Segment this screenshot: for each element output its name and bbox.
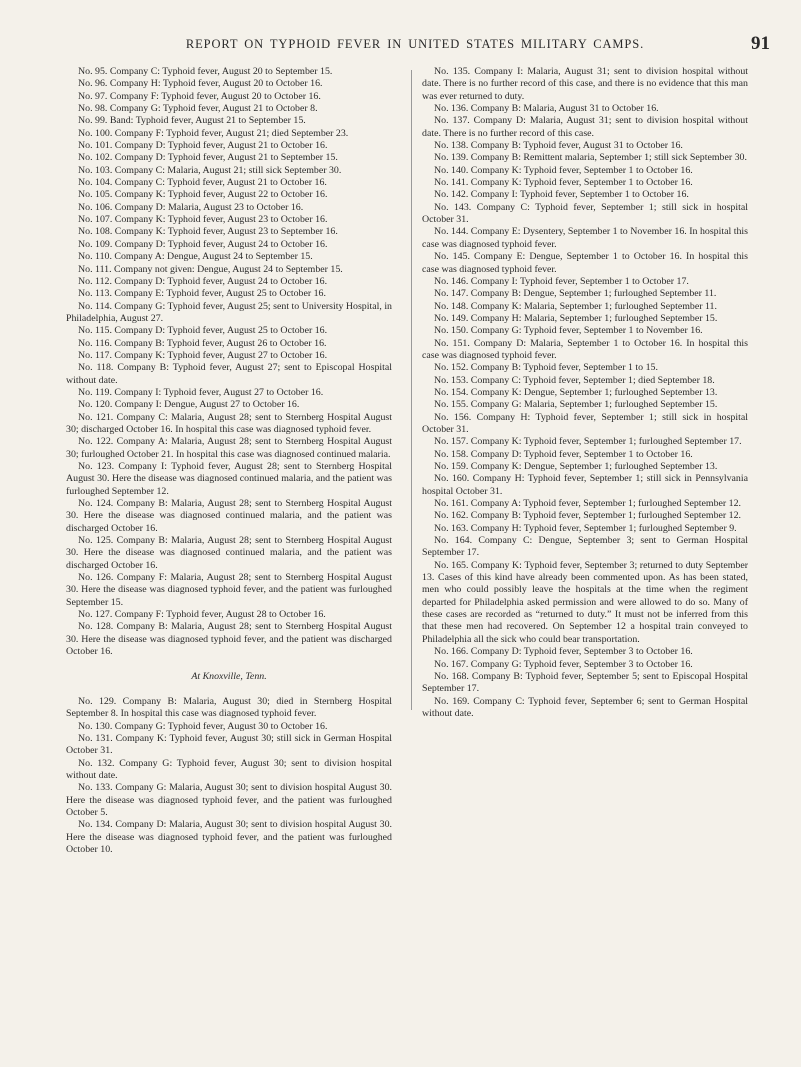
case-entry: No. 159. Company K: Dengue, September 1; furloughed September 13. bbox=[434, 461, 718, 472]
case-entry: No. 99. Band: Typhoid fever, August 21 to September 15. bbox=[78, 115, 306, 127]
case-entry: No. 140. Company K: Typhoid fever, September 1 to October 16. bbox=[434, 164, 693, 176]
case-entry: No. 142. Company I: Typhoid fever, September 1 to October 16. bbox=[434, 189, 689, 201]
case-entry: No. 119. Company I: Typhoid fever, August 27 to October 16. bbox=[78, 386, 324, 398]
case-entry: No. 118. Company B: Typhoid fever, August 27; sent to Episcopal Hospital without date. bbox=[66, 362, 392, 386]
case-entry: No. 116. Company B: Typhoid fever, August 26 to October 16. bbox=[78, 337, 327, 349]
case-entry: No. 139. Company B: Remittent malaria, September 1; still sick September 30. bbox=[434, 152, 747, 164]
case-entry: No. 113. Company E: Typhoid fever, August 25 to October 16. bbox=[78, 288, 326, 300]
case-entry: No. 134. Company D: Malaria, August 30; sent to division hospital August 30. Here the disease was diagnosed typhoid fever, and the patient was furloughed October 10. bbox=[66, 819, 392, 855]
page-number: 91 bbox=[751, 33, 770, 54]
case-entry: No. 117. Company K: Typhoid fever, August 27 to October 16. bbox=[78, 349, 328, 361]
case-entry: No. 97. Company F: Typhoid fever, August 20 to October 16. bbox=[78, 90, 321, 102]
case-entry: No. 114. Company G: Typhoid fever, August 25; sent to University Hospital, in Philadelphia, August 27. bbox=[66, 300, 392, 324]
case-entry: No. 153. Company C: Typhoid fever, September 1; died September 18. bbox=[434, 374, 715, 386]
case-entry: No. 149. Company H: Malaria, September 1; furloughed September 15. bbox=[434, 312, 718, 324]
case-entry: No. 150. Company G: Typhoid fever, September 1 to November 16. bbox=[434, 325, 703, 337]
case-entry: No. 162. Company B: Typhoid fever, September 1; furloughed September 12. bbox=[434, 510, 741, 522]
case-entry: No. 124. Company B: Malaria, August 28; sent to Sternberg Hospital August 30. Here the disease was diagnosed continued malaria, and the patient was discharged October 16. bbox=[66, 498, 392, 534]
case-entry: No. 164. Company C: Dengue, September 3; sent to German Hospital September 17. bbox=[422, 535, 748, 559]
case-entry: No. 167. Company G: Typhoid fever, September 3 to October 16. bbox=[434, 658, 693, 670]
case-entry: No. 148. Company K: Malaria, September 1; furloughed September 11. bbox=[434, 300, 717, 312]
case-entry: No. 110. Company A: Dengue, August 24 to September 15. bbox=[78, 251, 313, 263]
case-entry: No. 108. Company K: Typhoid fever, August 23 to September 16. bbox=[78, 226, 338, 238]
case-entry: No. 96. Company H: Typhoid fever, August 20 to October 16. bbox=[78, 78, 323, 90]
case-entry: No. 112. Company D: Typhoid fever, August 24 to October 16. bbox=[78, 275, 328, 287]
case-entry: No. 141. Company K: Typhoid fever, September 1 to October 16. bbox=[434, 177, 693, 189]
left-entries-lower bbox=[66, 696, 392, 856]
case-entry: No. 168. Company B: Typhoid fever, September 5; sent to Episcopal Hospital September 17. bbox=[422, 670, 748, 695]
case-entry: No. 152. Company B: Typhoid fever, September 1 to 15. bbox=[434, 362, 658, 374]
case-entry: No. 133. Company G: Malaria, August 30; sent to division hospital August 30. Here the disease was diagnosed typhoid fever, and the patient was furloughed October 5. bbox=[66, 782, 392, 818]
case-entry: No. 135. Company I: Malaria, August 31; sent to division hospital without date. There is no further record of this case, and there is no evidence that this man was ever returned to duty. bbox=[422, 66, 748, 102]
case-entry: No. 98. Company G: Typhoid fever, August 21 to October 8. bbox=[78, 103, 318, 115]
case-entry: No. 145. Company E: Dengue, September 1 to October 16. In hospital this case was diagnosed typhoid fever. bbox=[422, 251, 748, 275]
case-entry: No. 144. Company E: Dysentery, September 1 to November 16. In hospital this case was diagnosed typhoid fever. bbox=[422, 226, 748, 250]
case-entry: No. 136. Company B: Malaria, August 31 to October 16. bbox=[434, 103, 659, 115]
case-entry: No. 104. Company C: Typhoid fever, August 21 to October 16. bbox=[78, 177, 327, 189]
case-entry: No. 163. Company H: Typhoid fever, September 1; furloughed September 9. bbox=[434, 522, 737, 534]
case-entry: No. 102. Company D: Typhoid fever, August 21 to September 15. bbox=[78, 152, 338, 164]
case-entry: No. 138. Company B: Typhoid fever, August 31 to October 16. bbox=[434, 140, 683, 152]
case-entry: No. 126. Company F: Malaria, August 28; sent to Sternberg Hospital August 30. Here the disease was diagnosed typhoid fever, and the patient was furloughed September 15. bbox=[66, 572, 392, 608]
column-divider bbox=[411, 70, 412, 710]
running-title: REPORT ON TYPHOID FEVER IN UNITED STATES MILITARY CAMPS. bbox=[185, 37, 645, 51]
case-entry: No. 169. Company C: Typhoid fever, September 6; sent to German Hospital without date. bbox=[422, 695, 748, 719]
case-entry: No. 105. Company K: Typhoid fever, August 22 to October 16. bbox=[78, 189, 328, 201]
left-entries-upper bbox=[66, 66, 392, 659]
case-entry: No. 125. Company B: Malaria, August 28; sent to Sternberg Hospital August 30. Here the disease was diagnosed continued malaria, and the patient was discharged October 16. bbox=[66, 535, 392, 571]
case-entry: No. 130. Company G: Typhoid fever, August 30 to October 16. bbox=[78, 720, 328, 732]
right-entries bbox=[422, 66, 748, 720]
case-entry: No. 106. Company D: Malaria, August 23 to October 16. bbox=[78, 201, 304, 213]
case-entry: No. 158. Company D: Typhoid fever, September 1 to October 16. bbox=[434, 448, 693, 460]
case-entry: No. 156. Company H: Typhoid fever, September 1; still sick in hospital October 31. bbox=[422, 411, 748, 435]
left-column bbox=[66, 66, 392, 856]
case-entry: No. 161. Company A: Typhoid fever, September 1; furloughed September 12. bbox=[434, 498, 741, 510]
case-entry: No. 151. Company D: Malaria, September 1 to October 16. In hospital this case was diagnosed typhoid fever. bbox=[422, 337, 748, 361]
case-entry: No. 154. Company K: Dengue, September 1; furloughed September 13. bbox=[434, 386, 718, 398]
case-entry: No. 107. Company K: Typhoid fever, August 23 to October 16. bbox=[78, 214, 328, 226]
case-entry: No. 160. Company H: Typhoid fever, September 1; still sick in Pennsylvania hospital October 31. bbox=[422, 473, 748, 497]
case-entry: No. 109. Company D: Typhoid fever, August 24 to October 16. bbox=[78, 238, 328, 250]
case-entry: No. 146. Company I: Typhoid fever, September 1 to October 17. bbox=[434, 275, 689, 287]
case-entry: No. 95. Company C: Typhoid fever, August 20 to September 15. bbox=[78, 66, 333, 77]
case-entry: No. 101. Company D: Typhoid fever, August 21 to October 16. bbox=[78, 140, 328, 152]
place-heading: At Knoxville, Tenn. bbox=[191, 670, 267, 682]
case-entry: No. 100. Company F: Typhoid fever, August 21; died September 23. bbox=[78, 127, 349, 139]
case-entry: No. 121. Company C: Malaria, August 28; sent to Sternberg Hospital August 30; discharged October 16. In hospital this case was diagnosed typhoid fever. bbox=[66, 411, 392, 435]
case-entry: No. 143. Company C: Typhoid fever, September 1; still sick in hospital October 31. bbox=[422, 201, 748, 226]
case-entry: No. 103. Company C: Malaria, August 21; still sick September 30. bbox=[78, 164, 342, 176]
right-column bbox=[422, 66, 748, 720]
case-entry: No. 155. Company G: Malaria, September 1; furloughed September 15. bbox=[434, 399, 718, 411]
case-entry: No. 157. Company K: Typhoid fever, September 1; furloughed September 17. bbox=[434, 436, 742, 448]
case-entry: No. 147. Company B: Dengue, September 1; furloughed September 11. bbox=[434, 288, 717, 300]
case-entry: No. 131. Company K: Typhoid fever, August 30; still sick in German Hospital October 31. bbox=[66, 732, 392, 757]
case-entry: No. 132. Company G: Typhoid fever, August 30; sent to division hospital without date. bbox=[66, 757, 392, 781]
case-entry: No. 129. Company B: Malaria, August 30; died in Sternberg Hospital September 8. In hospital this case was diagnosed typhoid fever. bbox=[66, 695, 392, 720]
case-entry: No. 111. Company not given: Dengue, August 24 to September 15. bbox=[78, 263, 343, 275]
case-entry: No. 123. Company I: Typhoid fever, August 28; sent to Sternberg Hospital August 30. Here the disease was diagnosed continued malaria, and the patient was furloughed September 12. bbox=[66, 461, 392, 497]
page-header bbox=[60, 33, 770, 57]
case-entry: No. 127. Company F: Typhoid fever, August 28 to October 16. bbox=[78, 609, 326, 621]
case-entry: No. 165. Company K: Typhoid fever, September 3; returned to duty September 13. Cases of this kind have already been commented upon. As has been stated, men who could possibly leave the hospitals at the time when the regiment departed for Philadelphia asked permission and were allowed to do so. Many of these cases are recorded as “returned to duty.” It must not be inferred from this that these men had recovered. On September 12 a hospital train conveyed to Philadelphia all the sick who could bear transportation. bbox=[422, 559, 748, 645]
case-entry: No. 122. Company A: Malaria, August 28; sent to Sternberg Hospital August 30; furloughed October 21. In hospital this case was diagnosed continued malaria. bbox=[66, 436, 392, 460]
case-entry: No. 120. Company I: Dengue, August 27 to October 16. bbox=[78, 399, 300, 411]
case-entry: No. 137. Company D: Malaria, August 31; sent to division hospital without date. There is no further record of this case. bbox=[422, 115, 748, 139]
case-entry: No. 115. Company D: Typhoid fever, August 25 to October 16. bbox=[78, 325, 328, 337]
case-entry: No. 166. Company D: Typhoid fever, September 3 to October 16. bbox=[434, 646, 693, 658]
case-entry: No. 128. Company B: Malaria, August 28; sent to Sternberg Hospital August 30. Here the disease was diagnosed typhoid fever, and the patient was discharged October 16. bbox=[66, 621, 392, 658]
